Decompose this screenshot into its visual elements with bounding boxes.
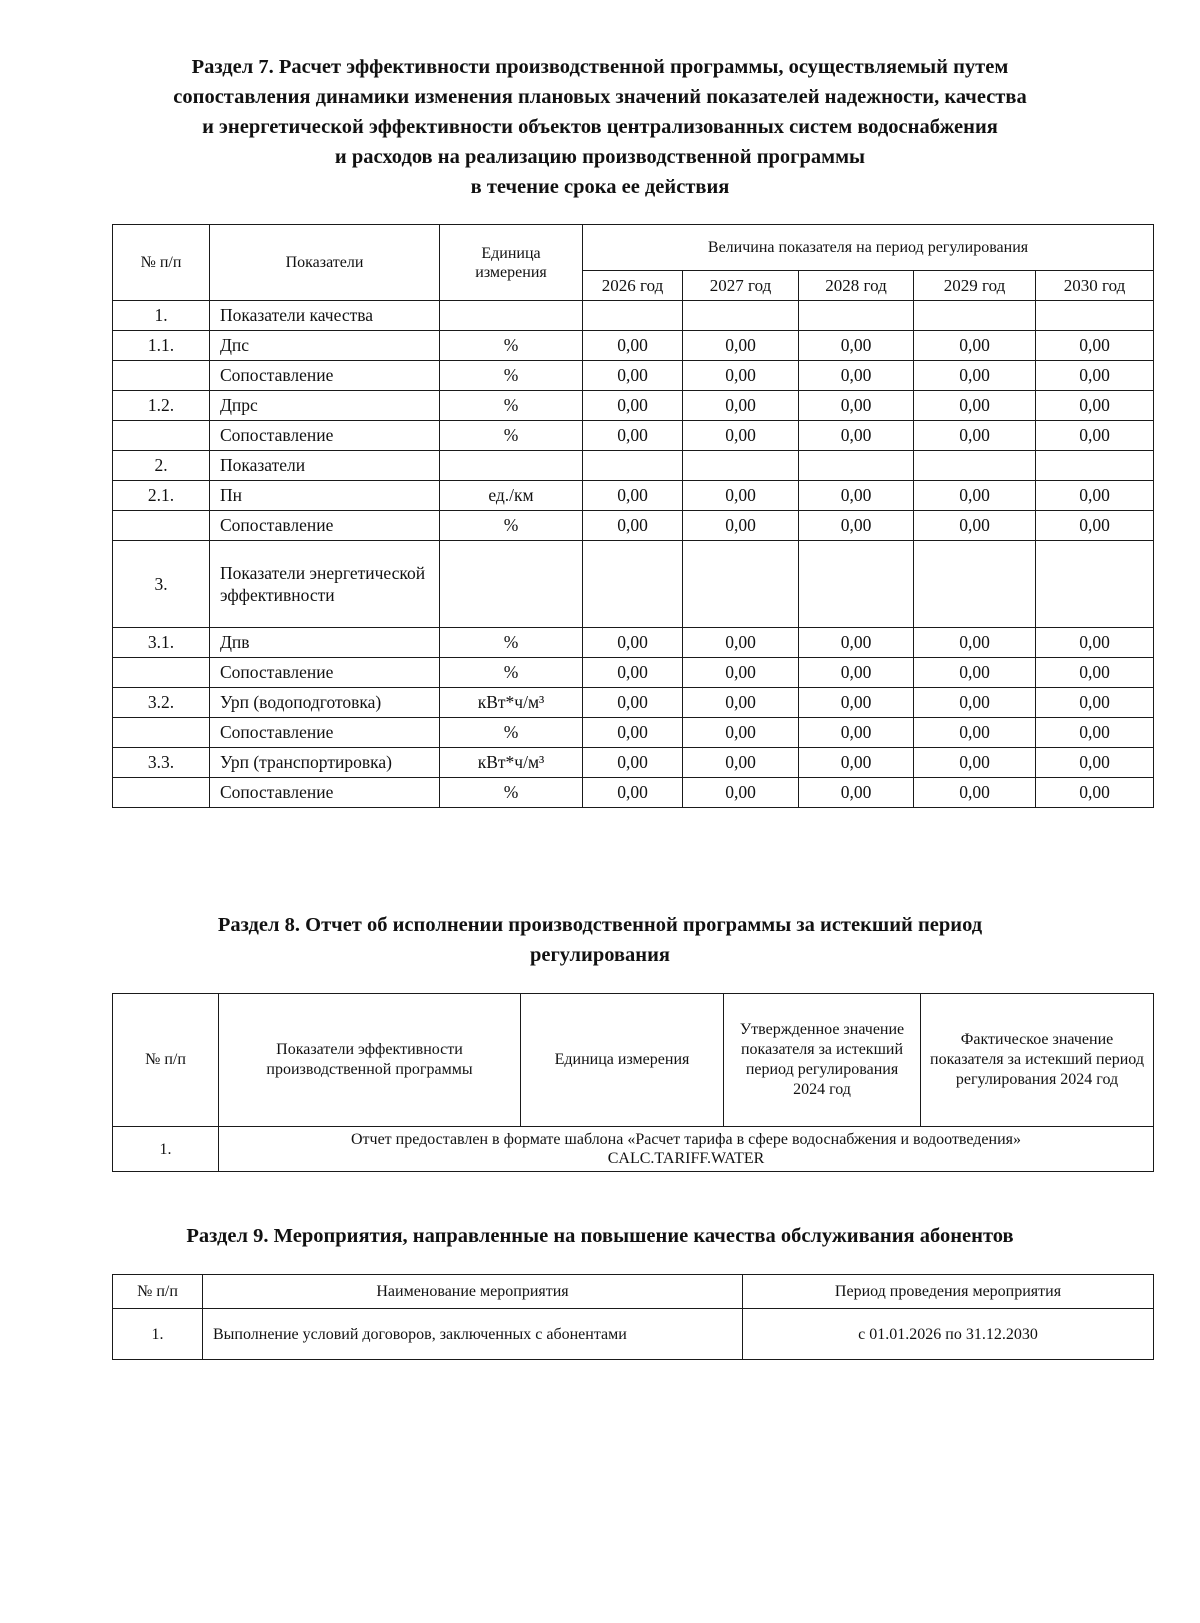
indicator-name: Сопоставление: [210, 511, 440, 541]
table-row: [113, 748, 1154, 778]
value-cell: [583, 541, 683, 628]
value-cell: 0,00: [1036, 658, 1154, 688]
row-num: 1.: [113, 1127, 219, 1172]
value-cell: 0,00: [1036, 511, 1154, 541]
table-row: [113, 718, 1154, 748]
value-cell: 0,00: [914, 688, 1036, 718]
row-num: 3.1.: [113, 628, 210, 658]
section-7-title-line: и энергетической эффективности объектов централизованных систем водоснабжения: [202, 116, 998, 138]
value-cell: 0,00: [583, 748, 683, 778]
row-num: 3.3.: [113, 748, 210, 778]
value-cell: 0,00: [583, 688, 683, 718]
value-cell: 0,00: [683, 391, 799, 421]
row-num: 1.: [113, 1309, 203, 1360]
value-cell: 0,00: [799, 748, 914, 778]
value-cell: [914, 541, 1036, 628]
value-cell: 0,00: [1036, 718, 1154, 748]
value-cell: [914, 301, 1036, 331]
value-cell: 0,00: [1036, 778, 1154, 808]
unit-cell: %: [440, 361, 583, 391]
indicator-name: Сопоставление: [210, 778, 440, 808]
row-num: [113, 658, 210, 688]
value-cell: 0,00: [583, 361, 683, 391]
col-header-approved: Утвержденное значение показателя за истекший период регулирования 2024 год: [724, 994, 921, 1127]
value-cell: 0,00: [799, 481, 914, 511]
value-cell: 0,00: [683, 718, 799, 748]
col-header-unit: Единица измерения: [440, 225, 583, 301]
value-cell: [914, 451, 1036, 481]
value-cell: 0,00: [914, 361, 1036, 391]
measures-table: [112, 1274, 1154, 1360]
indicator-name: Сопоставление: [210, 658, 440, 688]
value-cell: 0,00: [1036, 391, 1154, 421]
value-cell: 0,00: [799, 718, 914, 748]
value-cell: 0,00: [583, 331, 683, 361]
value-cell: 0,00: [799, 778, 914, 808]
value-cell: 0,00: [1036, 688, 1154, 718]
value-cell: [799, 541, 914, 628]
value-cell: 0,00: [683, 511, 799, 541]
col-header-unit: Единица измерения: [521, 994, 724, 1127]
indicator-name: Пн: [210, 481, 440, 511]
section-7-title-line: в течение срока ее действия: [470, 176, 730, 198]
section-7-title-line: сопоставления динамики изменения плановых значений показателей надежности, качества: [173, 86, 1027, 108]
value-cell: 0,00: [583, 511, 683, 541]
table-row: [113, 301, 1154, 331]
value-cell: 0,00: [799, 421, 914, 451]
table-row: [113, 391, 1154, 421]
unit-cell: [440, 451, 583, 481]
indicator-name: Сопоставление: [210, 421, 440, 451]
row-num: 1.1.: [113, 331, 210, 361]
value-cell: 0,00: [583, 778, 683, 808]
value-cell: 0,00: [583, 628, 683, 658]
report-note-code: CALC.TARIFF.WATER: [607, 1150, 765, 1167]
unit-cell: кВт*ч/м³: [440, 748, 583, 778]
value-cell: [583, 301, 683, 331]
report-table: [112, 993, 1154, 1172]
row-num: 3.: [113, 541, 210, 628]
row-num: [113, 718, 210, 748]
value-cell: 0,00: [799, 688, 914, 718]
row-num: 1.2.: [113, 391, 210, 421]
table-row: [113, 421, 1154, 451]
section-9-title-line: Раздел 9. Мероприятия, направленные на повышение качества обслуживания абонентов: [186, 1225, 1014, 1247]
indicator-name: Урп (водоподготовка): [210, 688, 440, 718]
value-cell: [799, 301, 914, 331]
row-num: [113, 511, 210, 541]
col-header-period: Период проведения мероприятия: [743, 1275, 1154, 1309]
report-note-line: Отчет предоставлен в формате шаблона «Расчет тарифа в сфере водоснабжения и водоотведения»: [350, 1131, 1022, 1148]
col-header-year: 2029 год: [914, 271, 1036, 301]
value-cell: 0,00: [799, 361, 914, 391]
value-cell: 0,00: [1036, 361, 1154, 391]
value-cell: 0,00: [799, 511, 914, 541]
value-cell: 0,00: [583, 421, 683, 451]
unit-cell: [440, 301, 583, 331]
value-cell: 0,00: [683, 778, 799, 808]
unit-cell: кВт*ч/м³: [440, 688, 583, 718]
table-row: [113, 511, 1154, 541]
indicator-name: Дпс: [210, 331, 440, 361]
value-cell: 0,00: [914, 391, 1036, 421]
value-cell: 0,00: [914, 331, 1036, 361]
row-num: 2.: [113, 451, 210, 481]
value-cell: 0,00: [914, 778, 1036, 808]
value-cell: [1036, 301, 1154, 331]
unit-cell: %: [440, 421, 583, 451]
col-header-num: № п/п: [113, 1275, 203, 1309]
table-row: [113, 451, 1154, 481]
table-row: [113, 481, 1154, 511]
measure-period: с 01.01.2026 по 31.12.2030: [743, 1309, 1154, 1360]
col-header-indicators: Показатели: [210, 225, 440, 301]
col-header-num: № п/п: [113, 225, 210, 301]
col-header-year: 2026 год: [583, 271, 683, 301]
value-cell: 0,00: [914, 748, 1036, 778]
row-num: [113, 778, 210, 808]
col-header-year: 2028 год: [799, 271, 914, 301]
indicator-name: Дпрс: [210, 391, 440, 421]
value-cell: 0,00: [799, 331, 914, 361]
value-cell: [683, 301, 799, 331]
value-cell: 0,00: [583, 658, 683, 688]
table-row: [113, 628, 1154, 658]
table-row: [113, 778, 1154, 808]
col-header-indicators: Показатели эффективности производственной программы: [219, 994, 521, 1127]
indicator-name: Урп (транспортировка): [210, 748, 440, 778]
value-cell: 0,00: [914, 658, 1036, 688]
col-header-year: 2030 год: [1036, 271, 1154, 301]
value-cell: 0,00: [1036, 748, 1154, 778]
value-cell: 0,00: [799, 658, 914, 688]
value-cell: [583, 451, 683, 481]
table-row: [113, 688, 1154, 718]
table-row: [113, 361, 1154, 391]
row-num: [113, 361, 210, 391]
section-7-title: [100, 52, 1100, 202]
unit-cell: %: [440, 778, 583, 808]
value-cell: 0,00: [914, 421, 1036, 451]
col-header-values: Величина показателя на период регулирования: [583, 225, 1154, 271]
value-cell: 0,00: [583, 718, 683, 748]
table-row: [113, 658, 1154, 688]
value-cell: 0,00: [914, 511, 1036, 541]
indicator-name: Показатели: [210, 451, 440, 481]
value-cell: 0,00: [683, 688, 799, 718]
value-cell: [799, 451, 914, 481]
value-cell: 0,00: [683, 361, 799, 391]
section-8-title-line: регулирования: [529, 944, 671, 966]
value-cell: 0,00: [914, 481, 1036, 511]
unit-cell: [440, 541, 583, 628]
indicator-name: Показатели энергетической эффективности: [210, 541, 440, 628]
value-cell: 0,00: [583, 481, 683, 511]
value-cell: 0,00: [914, 628, 1036, 658]
value-cell: 0,00: [1036, 331, 1154, 361]
value-cell: 0,00: [799, 391, 914, 421]
unit-cell: ед./км: [440, 481, 583, 511]
unit-cell: %: [440, 391, 583, 421]
section-7-title-line: и расходов на реализацию производственной программы: [334, 146, 866, 168]
col-header-num: № п/п: [113, 994, 219, 1127]
value-cell: 0,00: [799, 628, 914, 658]
indicator-name: Сопоставление: [210, 718, 440, 748]
value-cell: 0,00: [683, 421, 799, 451]
value-cell: [1036, 541, 1154, 628]
value-cell: 0,00: [914, 718, 1036, 748]
table-row: [113, 331, 1154, 361]
indicator-name: Дпв: [210, 628, 440, 658]
section-8-title-line: Раздел 8. Отчет об исполнении производственной программы за истекший период: [217, 914, 983, 936]
measure-name: Выполнение условий договоров, заключенных с абонентами: [203, 1309, 743, 1360]
value-cell: [1036, 451, 1154, 481]
unit-cell: %: [440, 331, 583, 361]
value-cell: 0,00: [1036, 421, 1154, 451]
value-cell: 0,00: [583, 391, 683, 421]
col-header-actual: Фактическое значение показателя за истекший период регулирования 2024 год: [921, 994, 1154, 1127]
value-cell: 0,00: [683, 748, 799, 778]
section-7-title-line: Раздел 7. Расчет эффективности производственной программы, осуществляемый путем: [191, 56, 1009, 78]
section-8-title: [100, 910, 1100, 970]
indicator-name: Сопоставление: [210, 361, 440, 391]
section-9-title: [60, 1221, 1140, 1251]
col-header-name: Наименование мероприятия: [203, 1275, 743, 1309]
row-num: 2.1.: [113, 481, 210, 511]
value-cell: 0,00: [683, 331, 799, 361]
value-cell: [683, 541, 799, 628]
row-num: [113, 421, 210, 451]
value-cell: 0,00: [683, 481, 799, 511]
value-cell: 0,00: [683, 628, 799, 658]
value-cell: [683, 451, 799, 481]
efficiency-table: [112, 224, 1154, 808]
value-cell: 0,00: [1036, 481, 1154, 511]
value-cell: 0,00: [1036, 628, 1154, 658]
value-cell: 0,00: [683, 658, 799, 688]
table-row: [113, 541, 1154, 628]
unit-cell: %: [440, 511, 583, 541]
row-num: 3.2.: [113, 688, 210, 718]
col-header-year: 2027 год: [683, 271, 799, 301]
unit-cell: %: [440, 628, 583, 658]
unit-cell: %: [440, 658, 583, 688]
report-note: [219, 1127, 1154, 1172]
indicator-name: Показатели качества: [210, 301, 440, 331]
unit-cell: %: [440, 718, 583, 748]
row-num: 1.: [113, 301, 210, 331]
efficiency-table-body: [113, 301, 1154, 808]
